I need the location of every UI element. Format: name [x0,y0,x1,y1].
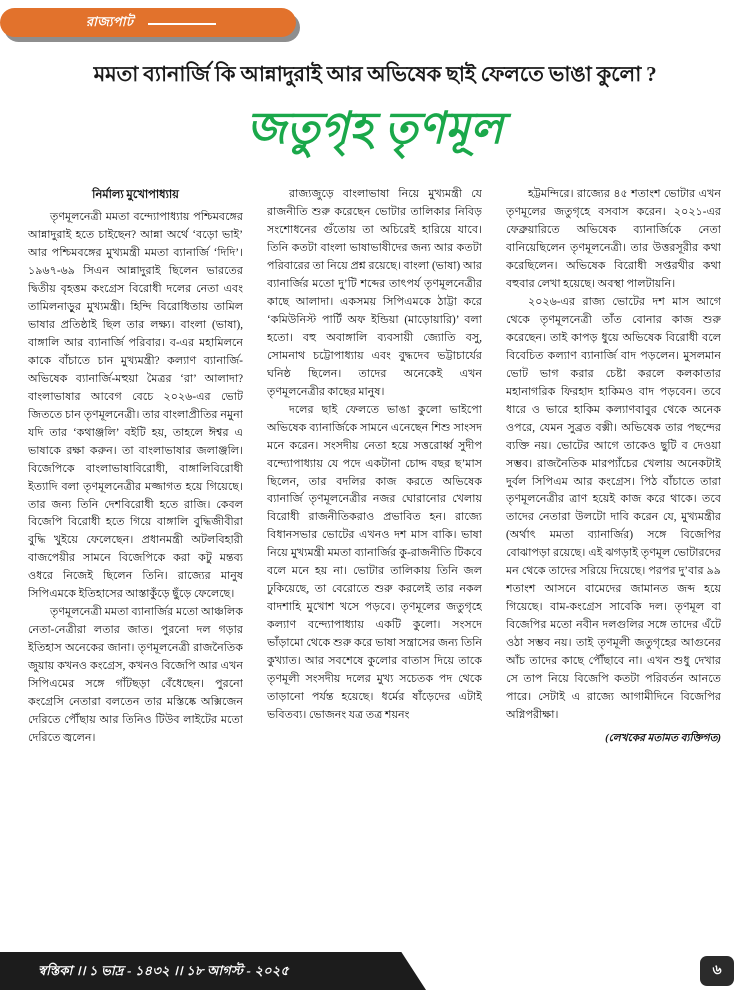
section-label-rule [148,23,216,25]
article-column-1 [28,186,243,928]
byline-author: নির্মাল্য মুখোপাধ্যায় [92,189,179,201]
paragraph: হট্টমন্দিরে। রাজ্যের ৪৫ শতাংশ ভোটার এখন তৃণমূলের জতুগৃহে বসবাস করেন। ২০২১-এর ফেব্রুয়ারিতে অভিষেক ব্যানার্জিকে নেতা বানিয়েছিলেন তৃণমূলনেত্রী। তার উত্তরসূরীর কথা করেছিলেন। অভিষেক বিরোধী সপ্তরথীর কথা বহুবার লেখা হয়েছে। অবস্থা পালটায়নি। [506,188,721,290]
paragraph: তৃণমূলনেত্রী মমতা ব্যানার্জির মতো আঞ্চলিক নেতা-নেত্রীরা লতার জাত। পুরনো দল গড়ার ইতিহাস অনেকের জানা। তৃণমূলনেত্রী রাজনৈতিক জুয়ায় কখনও কংগ্রেস, কখনও বিজেপি আর এখন সিপিএমের সঙ্গে গাঁটছড়া বেঁধেছেন। পুরনো কংগ্রেসি নেতারা বলতেন তার মস্তিষ্কে অক্সিজেন দেরিতে পৌঁছায় আর তিনিও টিউব লাইটের মতো দেরিতে জ্বলেন। [28,606,243,745]
page-number-badge [700,956,734,986]
article-column-2 [267,186,482,928]
footer-masthead-banner [0,952,430,990]
footer-banner-slant [370,952,426,990]
author-opinion-disclaimer: (লেখকের মতামত ব্যক্তিগত) [605,733,721,745]
headline-title: জতুগৃহ তৃণমূল [246,104,504,153]
section-label: রাজ্যপাট [86,14,134,29]
article-body [28,186,722,928]
paragraph: ২০২৬-এর রাজ্য ভোটের দশ মাস আগে থেকে তৃণমূলনেত্রী তাঁত বোনার কাজ শুরু করেছেন। তাই কাপড় ধুয়ে অভিষেক বিরোধী বলে বিবেচিত কল্যাণ ব্যানার্জি বাদ পড়লেন। মুসলমান ভোট ভাগ করার চেষ্টা করলে কলকাতার মহানাগরিক ফিরহাদ হাকিমও বাদ পড়বেন। তবে ধারে ও ভারে হাকিম কল্যাণবাবুর থেকে অনেক ওপরে, যেমন সুব্রত বক্সী। অভিষেক তার পছন্দের ব্যক্তি নয়। ভোটের আগে তাকেও ছুটি ব দেওয়া সম্ভব। রাজনৈতিক মারপ্যাঁচের খেলায় অনেকটাই দুর্বল সিপিএম আর কংগ্রেস। পিঠ বাঁচাতে তারা তৃণমূলনেত্রীর ত্রাণ হয়েই কাজ করে থাকে। তবে তাদের নেতারা উলটো দাবি করেন যে, মুখ্যমন্ত্রীর (অর্থাৎ মমতা ব্যানার্জির) সঙ্গে বিজেপির বোঝাপড়া রয়েছে। এই ঝগড়াই তৃণমূল ভোটারদের মন থেকে তাদের সরিয়ে দিয়েছে। পরপর দু’বার ৯৯ শতাংশ আসনে বামেদের জামানত জব্দ হয়ে গিয়েছে। বাম-কংগ্রেস সাবেকি দল। তৃণমূল বা বিজেপির মতো নবীন দলগুলির সঙ্গে তাদের এঁটে ওঠা সম্ভব নয়। তাই তৃণমূলী জতুগৃহের আগুনের আঁচ তাদের কাছে পৌঁছাবে না। এখন শুধু দেখার সে তাপ নিয়ে বিজেপি কতটা পরিবর্তন আনতে পারে। সেটাই এ রাজ্যে আগামীদিনে বিজেপির অগ্নিপরীক্ষা। [506,295,721,722]
paragraph: তৃণমূলনেত্রী মমতা বন্দ্যোপাধ্যায় পশ্চিমবঙ্গের আন্নাদুরাই হতে চাইছেন? আন্না অর্থে ‘বড়ো ভাই’ আর পশ্চিমবঙ্গের মুখ্যমন্ত্রী মমতা ব্যানার্জি ‘দিদি’। ১৯৬৭-৬৯ সিএন আন্নাদুরাই ছিলেন ভারতের দ্বিতীয় বৃহত্তম কংগ্রেস বিরোধী দলের নেতা এবং তামিলনাড়ুর মুখ্যমন্ত্রী। হিন্দি বিরোধিতায় তামিল ভাষার প্রতিষ্ঠাই ছিল তার লক্ষ্য। বাংলা (ভাষা), বাঙ্গালি আর ব্যানার্জি পরিবার। ব-এর মহামিলনে কাকে বাঁচাতে চান মুখ্যমন্ত্রী? কল্যাণ ব্যানার্জি-অভিষেক ব্যানার্জি-মহুয়া মৈত্রর ‘রা’ আলাদা? বাংলাভাষার আবেগ বেচে ২০২৬-এর ভোট জিততে চান তৃণমূলনেত্রী। তার বাংলাপ্রীতির নমুনা যদি তার ‘কথাঞ্জলি’ বইটি হয়, তাহলে ঈশ্বর এ ভাষাকে রক্ষা করুন। তা বাংলাভাষার জলাঞ্জলি। বিজেপিকে বাংলাভাষাবিরোধী, বাঙ্গালিবিরোধী ইত্যাদি বলা তৃণমূলনেত্রীর মজ্জাগত হয়ে গিয়েছে। তার জন্য তিনি দেশবিরোধী হতে রাজি। কেবল বিজেপি বিরোধী হতে গিয়ে বাঙ্গালি বুদ্ধিজীবীরা বুদ্ধি খুইয়ে ফেলেছেন। প্রধানমন্ত্রী অটলবিহারী বাজপেয়ীর সামনে বিজেপিকে করা কটু মন্তব্য ওধরে নিজেই ছিলেন তিনি। রাজ্যের মানুষ সিপিএমকে ইতিহাসের আস্তাকুঁড়ে ছুঁড়ে ফেলেছে। [28,211,243,601]
footer-masthead-text: স্বস্তিকা ।। ১ ভাদ্র - ১৪৩২ ।। ১৮ আগস্ট - ২০২৫ [38,963,290,978]
page-number: ৬ [712,963,722,978]
section-banner [0,8,300,42]
paragraph: দলের ছাই ফেলতে ভাঙা কুলো ভাইপো অভিষেক ব্যানার্জিকে সামনে এনেছেন শিশু সাংসদ মনে করেন। সংসদীয় নেতা হয়ে সত্তরোর্ধ্ব সুদীপ বন্দ্যোপাধ্যায় যে পদে একটানা চোদ্দ বছর ছ’মাস ছিলেন, তার বদলির কাজ করতে অভিষেক ব্যানার্জি তৃণমূলনেত্রীর নজর ঘোরানোর খেলায় বিরোধী রাজনীতিকরাও প্রভাবিত হন। রাজ্যে বিধানসভার ভোটের এখনও দশ মাস বাকি। ভাষা নিয়ে মুখ্যমন্ত্রী মমতা ব্যানার্জির কু-রাজনীতি টিকবে বলে মনে হয় না। ভোটার তালিকায় তিনি জল ঢুকিয়েছে, তা বেরোতে শুরু করলেই তার নকল বাদশাহি মুখোশ খসে পড়বে। তৃণমূলের জতুগৃহে কল্যাণ বন্দ্যোপাধ্যায় একটি কুলো। সংসদে ভাঁড়ামো থেকে শুরু করে ভাষা সন্ত্রাসের জন্য তিনি কুখ্যাত। আর সবশেষে কুলোর বাতাস দিয়ে তাকে তৃণমূলী সংসদীয় দলের মুখ্য সচেতক পদ থেকে তাড়ানো পর্যন্ত হয়েছে। ধর্মের ষাঁড়েদের এটাই ভবিতব্য। ভোজনং যত্র তত্র শয়নং [267,403,482,722]
headline-kicker: মমতা ব্যানার্জি কি আন্নাদুরাই আর অভিষেক ছাই ফেলতে ভাঙা কুলো ? [93,62,657,86]
article-column-3 [506,186,721,928]
paragraph: রাজ্যজুড়ে বাংলাভাষা নিয়ে মুখ্যমন্ত্রী যে রাজনীতি শুরু করেছেন ভোটার তালিকার নিবিড় সংশোধনের গুঁতোয় তা অচিরেই হারিয়ে যাবে। তিনি কতটা বাংলা ভাষাভাষীদের জন্য আর কতটা পরিবারের তা নিয়ে প্রশ্ন রয়েছে। বাংলা (ভাষা) আর ব্যানার্জির মতো দু’টি শব্দের তাৎপর্য তৃণমূলনেত্রীর কাছে আলাদা। একসময় সিপিএমকে ঠাট্টা করে ‘কমিউনিস্ট পার্টি অফ ইন্ডিয়া (মাড়োয়ারি)’ বলা হতো। বহু অবাঙ্গালি ব্যবসায়ী জ্যোতি বসু, সোমনাথ চট্টোপাধ্যায় এবং বুদ্ধদেব ভট্টাচার্যের ঘনিষ্ঠ ছিলেন। তাদের অনেকেই এখন তৃণমূলনেত্রীর কাছের মানুষ। [267,188,482,398]
